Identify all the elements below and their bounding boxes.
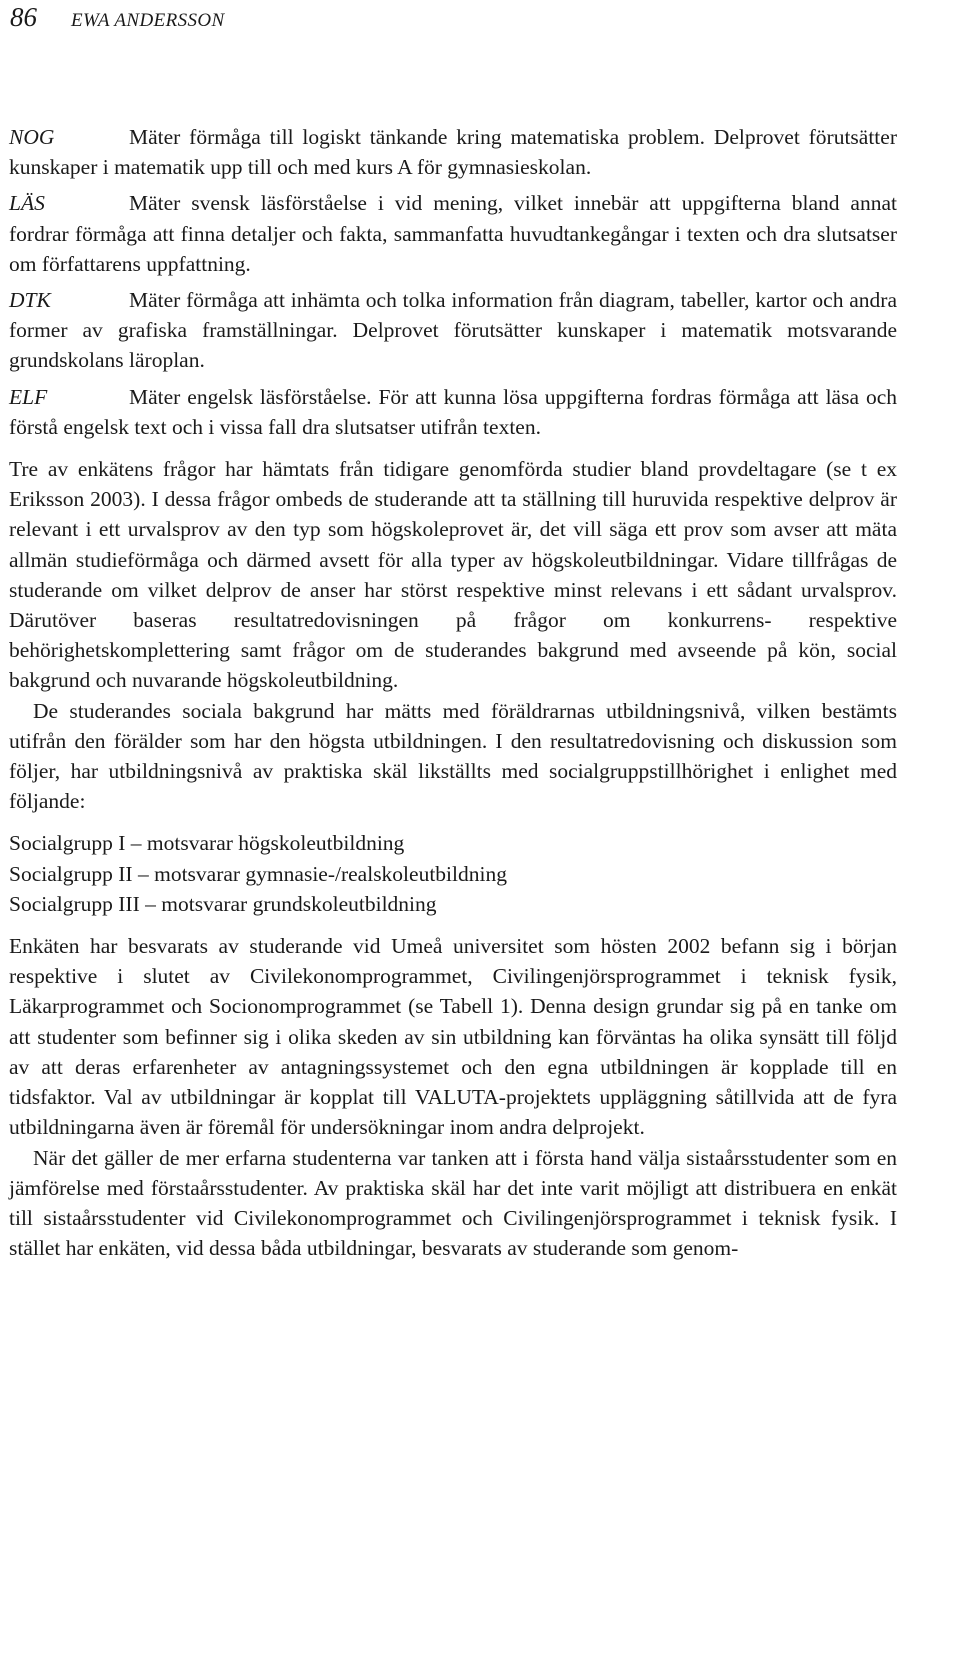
definition-term: NOG xyxy=(9,125,55,149)
paragraph-survey-questions: Tre av enkätens frågor har hämtats från tidigare genomförda studier bland provdeltagare (se t ex Eriksson 2003). I dessa frågor ombeds de studerande att ta ställning till huruvida respektive delprov är relevant i ett urvalsprov av den typ som högskoleprovet är, det vill säga ett prov som avser att mäta allmän studieförmåga och därmed avsett för alla typer av högskoleutbildningar. Vidare tillfrågas de studerande om vilket delprov de anser har störst respektive minst relevans i ett sådant urvalsprov. Därutöver baseras resultatredovisningen på frågor om konkurrens- respektive behörighetskomplettering samt frågor om de studerandes bakgrund med avseende på kön, social bakgrund och nuvarande högskoleutbildning. xyxy=(9,457,897,693)
definition-elf xyxy=(9,382,897,442)
body-text xyxy=(9,122,897,1263)
definition-dtk xyxy=(9,285,897,376)
social-group-item: Socialgrupp III – motsvarar grundskoleutbildning xyxy=(9,891,437,916)
social-group-item: Socialgrupp II – motsvarar gymnasie-/realskoleutbildning xyxy=(9,861,507,886)
paragraph-social-background: De studerandes sociala bakgrund har mätts med föräldrarnas utbildningsnivå, vilken bestämts utifrån den förälder som har den högsta utbildningen. I den resultatredovisning och diskussion som följer, har utbildningsnivå av praktiska skäl likställts med socialgruppstillhörighet i enlighet med följande: xyxy=(9,698,897,814)
social-group-item: Socialgrupp I – motsvarar högskoleutbildning xyxy=(9,831,405,856)
definition-las xyxy=(9,188,897,279)
definition-nog xyxy=(9,122,897,182)
running-head xyxy=(10,0,225,34)
paragraph-respondents: Enkäten har besvarats av studerande vid Umeå universitet som hösten 2002 befann sig i början respektive i slutet av Civilekonomprogrammet, Civilingenjörsprogrammet i teknisk fysik, Läkarprogrammet och Socionomprogrammet (se Tabell 1). Denna design grundar sig på en tanke om att studenter som befinner sig i olika skeden av sin utbildning kan förväntas ha olika synsätt till följd av att deras erfarenheter av antagningssystemet och den egna utbildningen är kopplade till en tidsfaktor. Val av utbildningar är kopplat till VALUTA-projektets uppläggning såtillvida att de fyra utbildningarna även är föremål för undersökningar inom andra delprojekt. xyxy=(9,934,897,1140)
definition-text: Mäter engelsk läsförståelse. För att kunna lösa uppgifterna fordras förmåga att läsa och förstå engelsk text och i vissa fall dra slutsatser utifrån texten. xyxy=(9,384,897,439)
definition-text: Mäter svensk läsförståelse i vid mening, vilket innebär att uppgifterna bland annat fordrar förmåga att finna detaljer och fakta, sammanfatta huvudtankegångar i texten och dra slutsatser om författarens uppfattning. xyxy=(9,191,897,276)
definition-term: LÄS xyxy=(9,191,45,216)
definition-text: Mäter förmåga till logiskt tänkande kring matematiska problem. Delprovet förutsätter kunskaper i matematik upp till och med kurs A för gymnasieskolan. xyxy=(9,125,897,180)
paragraph-experienced-students: När det gäller de mer erfarna studenterna var tanken att i första hand välja sistaårsstudenter som en jämförelse med förstaårsstudenter. Av praktiska skäl har det inte varit möjligt att distribuera en enkät till sistaårsstudenter vid Civilekonomprogrammet och Civilingenjörsprogrammet i teknisk fysik. I stället har enkäten, vid dessa båda utbildningar, besvarats av studerande som genom- xyxy=(9,1145,897,1261)
definition-term: ELF xyxy=(9,384,48,409)
social-group-list xyxy=(9,828,897,919)
running-head-author: EWA ANDERSSON xyxy=(71,10,225,31)
definition-text: Mäter förmåga att inhämta och tolka information från diagram, tabeller, kartor och andra former av grafiska framställningar. Delprovet förutsätter kunskaper i matematik motsvarande grundskolans läroplan. xyxy=(9,288,897,373)
page-number: 86 xyxy=(10,2,37,32)
definition-term: DTK xyxy=(9,288,51,313)
